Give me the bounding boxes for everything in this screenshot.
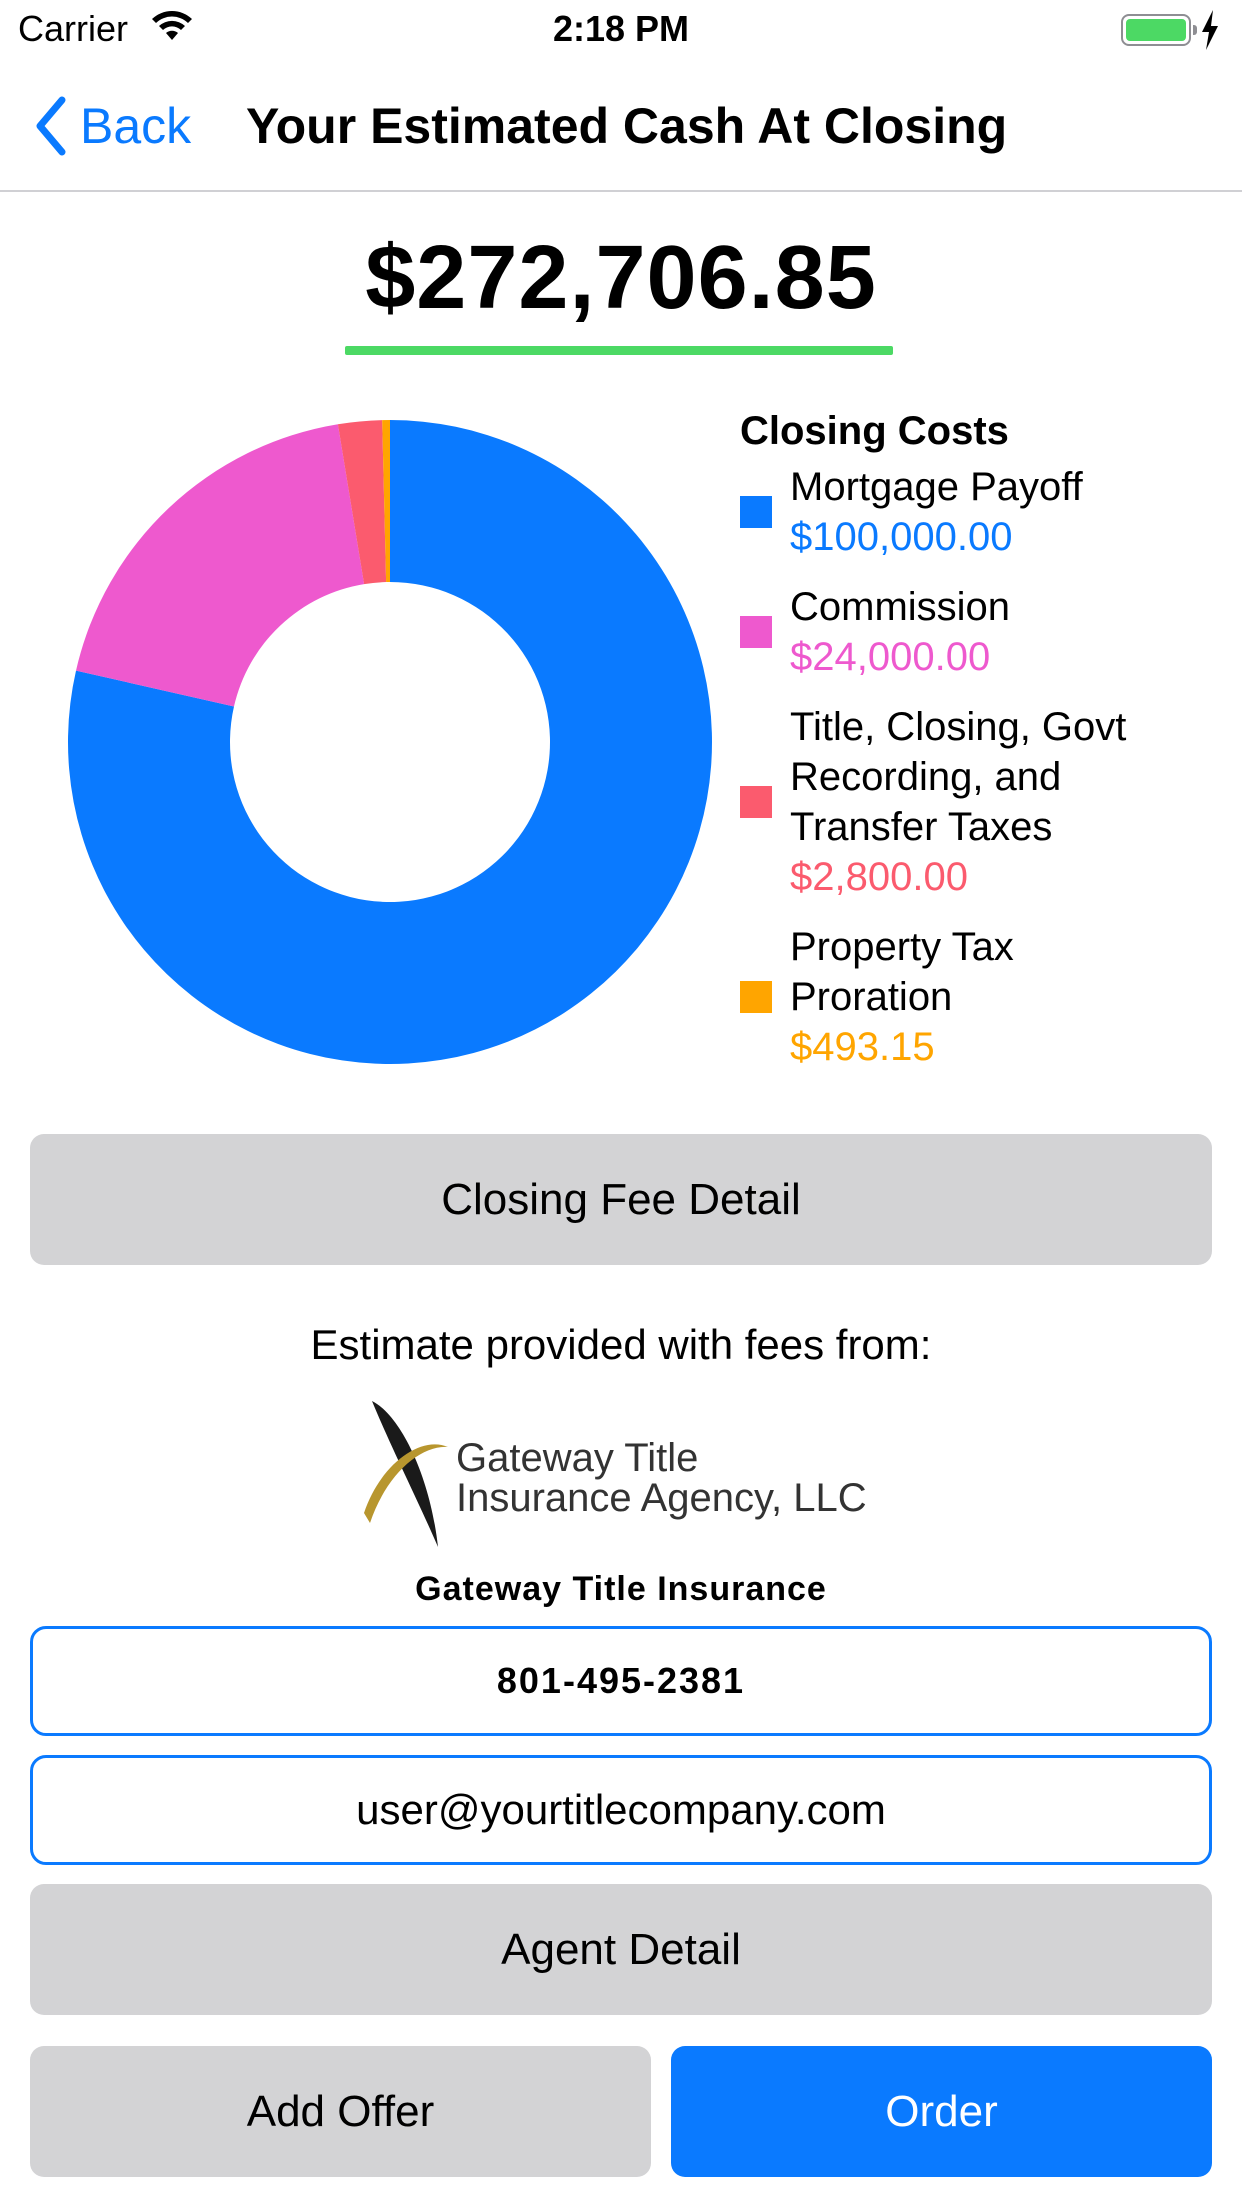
page-title: Your Estimated Cash At Closing <box>246 98 1008 154</box>
legend-item-commission <box>740 582 1220 682</box>
back-label: Back <box>80 98 192 154</box>
legend-item-property-tax-proration <box>740 922 1220 1072</box>
legend-value: $2,800.00 <box>790 855 968 899</box>
agent-detail-button[interactable]: Agent Detail <box>30 1884 1212 2015</box>
battery-icon <box>1121 14 1191 46</box>
charging-bolt-icon <box>1200 10 1220 55</box>
chevron-left-icon <box>34 96 66 156</box>
closing-fee-detail-button[interactable]: Closing Fee Detail <box>30 1134 1212 1265</box>
order-button[interactable]: Order <box>671 2046 1212 2177</box>
carrier-label: Carrier <box>18 8 129 49</box>
legend-label: Mortgage Payoff <box>790 465 1083 509</box>
phone-field[interactable]: 801-495-2381 <box>30 1626 1212 1736</box>
back-button[interactable] <box>34 96 191 156</box>
total-cash-amount: $272,706.85 <box>365 228 877 328</box>
legend-value: $24,000.00 <box>790 635 991 679</box>
legend-swatch <box>740 786 772 818</box>
email-field[interactable]: user@yourtitlecompany.com <box>30 1755 1212 1865</box>
navigation-bar <box>0 62 1242 192</box>
closing-costs-donut-chart <box>60 412 720 1072</box>
estimate-provided-text: Estimate provided with fees from: <box>310 1321 932 1368</box>
donut-slice-commission <box>76 424 364 706</box>
legend-swatch <box>740 496 772 528</box>
legend-label: Property Tax Proration <box>790 925 1014 1019</box>
legend-value: $100,000.00 <box>790 515 1013 559</box>
logo-text-line1: Gateway Title <box>456 1436 699 1480</box>
status-bar <box>0 0 1242 62</box>
logo-text-line2: Insurance Agency, LLC <box>456 1476 867 1520</box>
legend-item-title-closing-taxes <box>740 702 1220 902</box>
legend-value: $493.15 <box>790 1025 935 1069</box>
legend-item-mortgage-payoff <box>740 462 1220 562</box>
legend-label: Title, Closing, Govt Recording, and Transfer Taxes <box>790 705 1127 849</box>
add-offer-button[interactable]: Add Offer <box>30 2046 651 2177</box>
total-underline <box>345 346 893 355</box>
legend-swatch <box>740 616 772 648</box>
status-time: 2:18 PM <box>552 8 690 49</box>
chart-legend <box>740 400 1220 1072</box>
legend-swatch <box>740 981 772 1013</box>
company-name: Gateway Title Insurance <box>415 1570 827 1608</box>
gateway-title-logo <box>360 1395 880 1555</box>
legend-label: Commission <box>790 585 1011 629</box>
legend-title: Closing Costs <box>740 409 1009 453</box>
